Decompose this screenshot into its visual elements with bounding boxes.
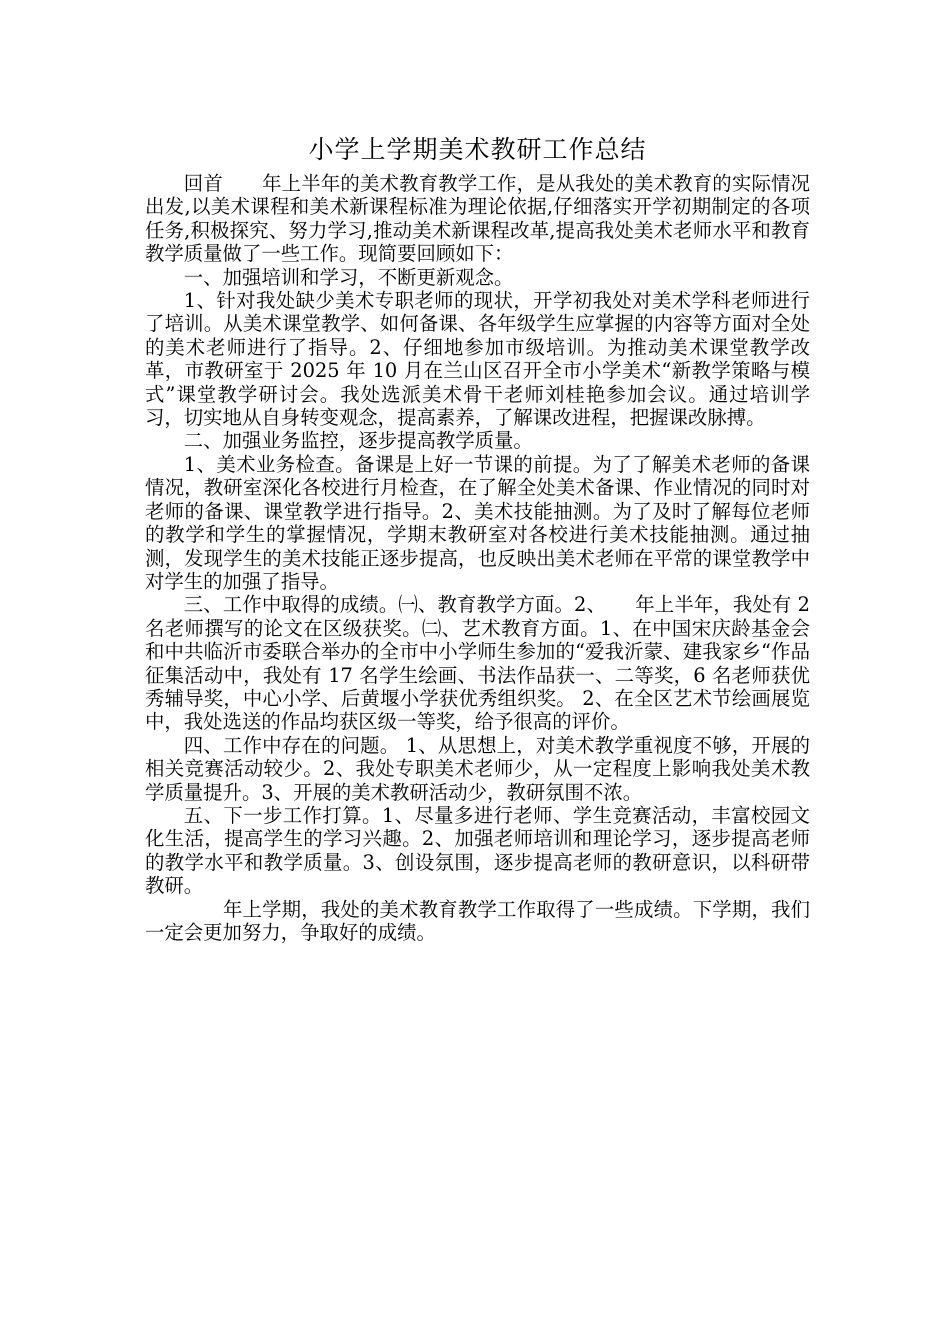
paragraph-section-2-body: 1、美术业务检查。备课是上好一节课的前提。为了了解美术老师的备课情况，教研室深化各校进行月检查，在了解全处美术备课、作业情况的同时对老师的备课、课堂教学进行指导。2、美术技能抽测。为了及时了解每位老师的教学和学生的掌握情况，学期末教研室对各校进行美术技能抽测。通过抽测，发现学生的美术技能正逐步提高，也反映出美术老师在平常的课堂教学中对学生的加强了指导。	[145, 452, 810, 593]
paragraph-section-4: 四、工作中存在的问题。 1、从思想上，对美术教学重视度不够，开展的相关竞赛活动较少。2、我处专职美术老师少，从一定程度上影响我处美术教学质量提升。3、开展的美术教研活动少，教研氛围不浓。	[145, 733, 810, 804]
document-page	[145, 130, 810, 944]
paragraph-conclusion: 年上学期，我处的美术教育教学工作取得了一些成绩。下学期，我们一定会更加努力，争取好的成绩。	[145, 897, 810, 944]
paragraph-section-1-body: 1、针对我处缺少美术专职老师的现状，开学初我处对美术学科老师进行了培训。从美术课堂教学、如何备课、各年级学生应掌握的内容等方面对全处的美术老师进行了指导。2、仔细地参加市级培训。为推动美术课堂教学改革，市教研室于 2025 年 10 月在兰山区召开全市小学美术“新教学策略与模式”课堂教学研讨会。我处选派美术骨干老师刘桂艳参加会议。通过培训学习，切实地从自身转变观念，提高素养，了解课改进程，把握课改脉搏。	[145, 289, 810, 430]
document-title: 小学上学期美术教研工作总结	[308, 135, 647, 164]
paragraph-section-2-heading: 二、加强业务监控，逐步提高教学质量。	[183, 429, 533, 453]
paragraph-section-3: 三、工作中取得的成绩。㈠、教育教学方面。2、 年上半年，我处有 2 名老师撰写的论文在区级获奖。㈡、艺术教育方面。1、在中国宋庆龄基金会和中共临沂市委联合举办的全市中小学师生参加的“爱我沂蒙、建我家乡“作品征集活动中，我处有 17 名学生绘画、书法作品获一、二等奖，6 名老师获优秀辅导奖，中心小学、后黄堰小学获优秀组织奖。 2、在全区艺术节绘画展览中，我处选送的作品均获区级一等奖，给予很高的评价。	[145, 593, 810, 734]
paragraph-section-5: 五、下一步工作打算。1、尽量多进行老师、学生竞赛活动，丰富校园文化生活，提高学生的学习兴趣。2、加强老师培训和理论学习，逐步提高老师的教学水平和教学质量。3、创设氛围，逐步提高老师的教研意识，以科研带教研。	[145, 803, 810, 898]
paragraph-intro: 回首 年上半年的美术教育教学工作，是从我处的美术教育的实际情况出发,以美术课程和美术新课程标准为理论依据,仔细落实开学初期制定的各项任务,积极探究、努力学习,推动美术新课程改革,提高我处美术老师水平和教育教学质量做了一些工作。现简要回顾如下：	[145, 172, 810, 266]
paragraph-section-1-heading: 一、加强培训和学习，不断更新观念。	[183, 265, 514, 289]
